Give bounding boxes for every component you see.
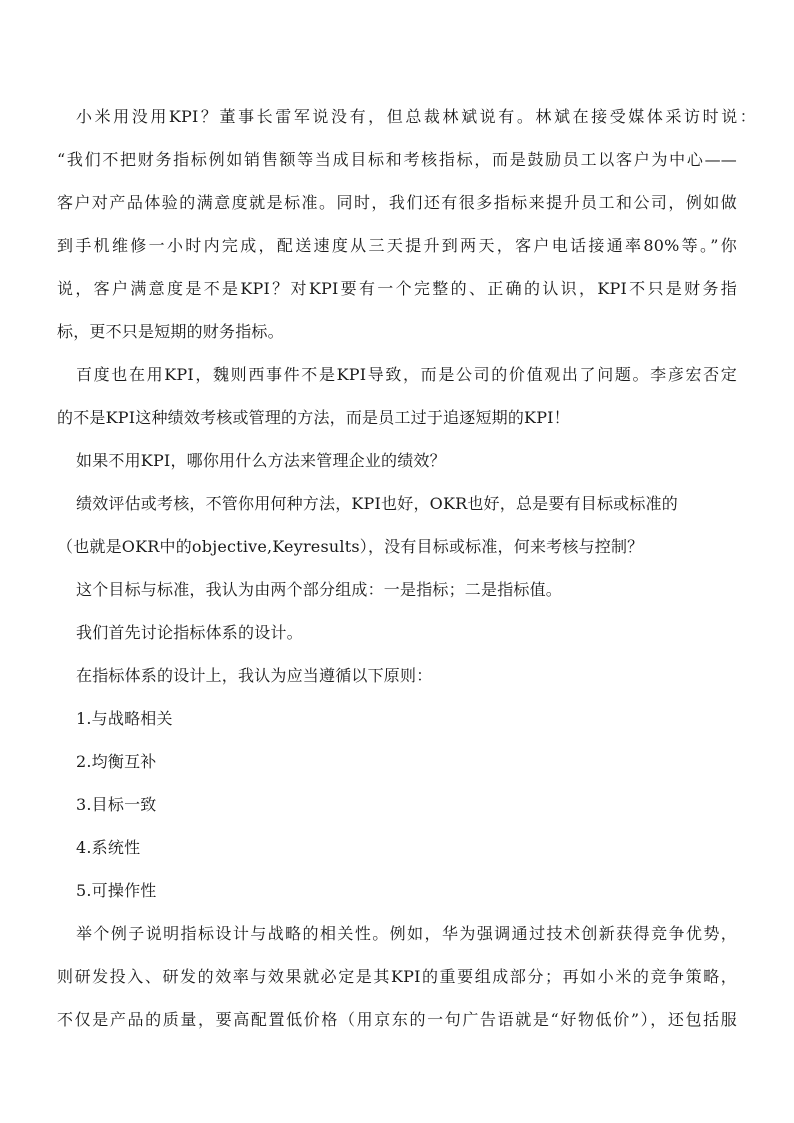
list-item: 4.系统性: [76, 838, 141, 857]
text-line: 举个例子说明指标设计与战略的相关性。例如，华为强调通过技术创新获得竞争优势，: [76, 924, 737, 943]
text-line: 则研发投入、研发的效率与效果就必定是其KPI的重要组成部分；再如小米的竞争策略，: [57, 967, 737, 986]
text-line: 的不是KPI这种绩效考核或管理的方法，而是员工过于追逐短期的KPI！: [57, 408, 570, 427]
text-line: 说，客户满意度是不是KPI？对KPI要有一个完整的、正确的认识，KPI不只是财务指: [57, 279, 737, 298]
text-line: 客户对产品体验的满意度就是标准。同时，我们还有很多指标来提升员工和公司，例如做: [57, 193, 737, 212]
text-line: 绩效评估或考核，不管你用何种方法，KPI也好，OKR也好，总是要有目标或标准的: [76, 494, 678, 513]
text-line: 这个目标与标准，我认为由两个部分组成：一是指标；二是指标值。: [76, 580, 563, 599]
list-item: 2.均衡互补: [76, 752, 157, 771]
text-line: 标，更不只是短期的财务指标。: [57, 322, 284, 341]
text-line: 我们首先讨论指标体系的设计。: [76, 623, 303, 642]
text-line: 在指标体系的设计上，我认为应当遵循以下原则：: [76, 666, 433, 685]
text-line: 小米用没用KPI？董事长雷军说没有，但总裁林斌说有。林斌在接受媒体采访时说：: [76, 107, 756, 126]
text-line: “我们不把财务指标例如销售额等当成目标和考核指标，而是鼓励员工以客户为中心——: [57, 150, 737, 169]
text-line: 到手机维修一小时内完成，配送速度从三天提升到两天，客户电话接通率80%等。”你: [57, 236, 737, 255]
list-item: 1.与战略相关: [76, 709, 173, 728]
text-line: 如果不用KPI，哪你用什么方法来管理企业的绩效？: [76, 451, 446, 470]
text-line: 不仅是产品的质量，要高配置低价格（用京东的一句广告语就是“好物低价”），还包括服: [57, 1010, 737, 1029]
list-item: 3.目标一致: [76, 795, 157, 814]
text-line: 百度也在用KPI，魏则西事件不是KPI导致，而是公司的价值观出了问题。李彦宏否定: [76, 365, 737, 384]
text-line: （也就是OKR中的objective,Keyresults），没有目标或标准，何来考核与控制？: [57, 537, 644, 556]
list-item: 5.可操作性: [76, 881, 157, 900]
